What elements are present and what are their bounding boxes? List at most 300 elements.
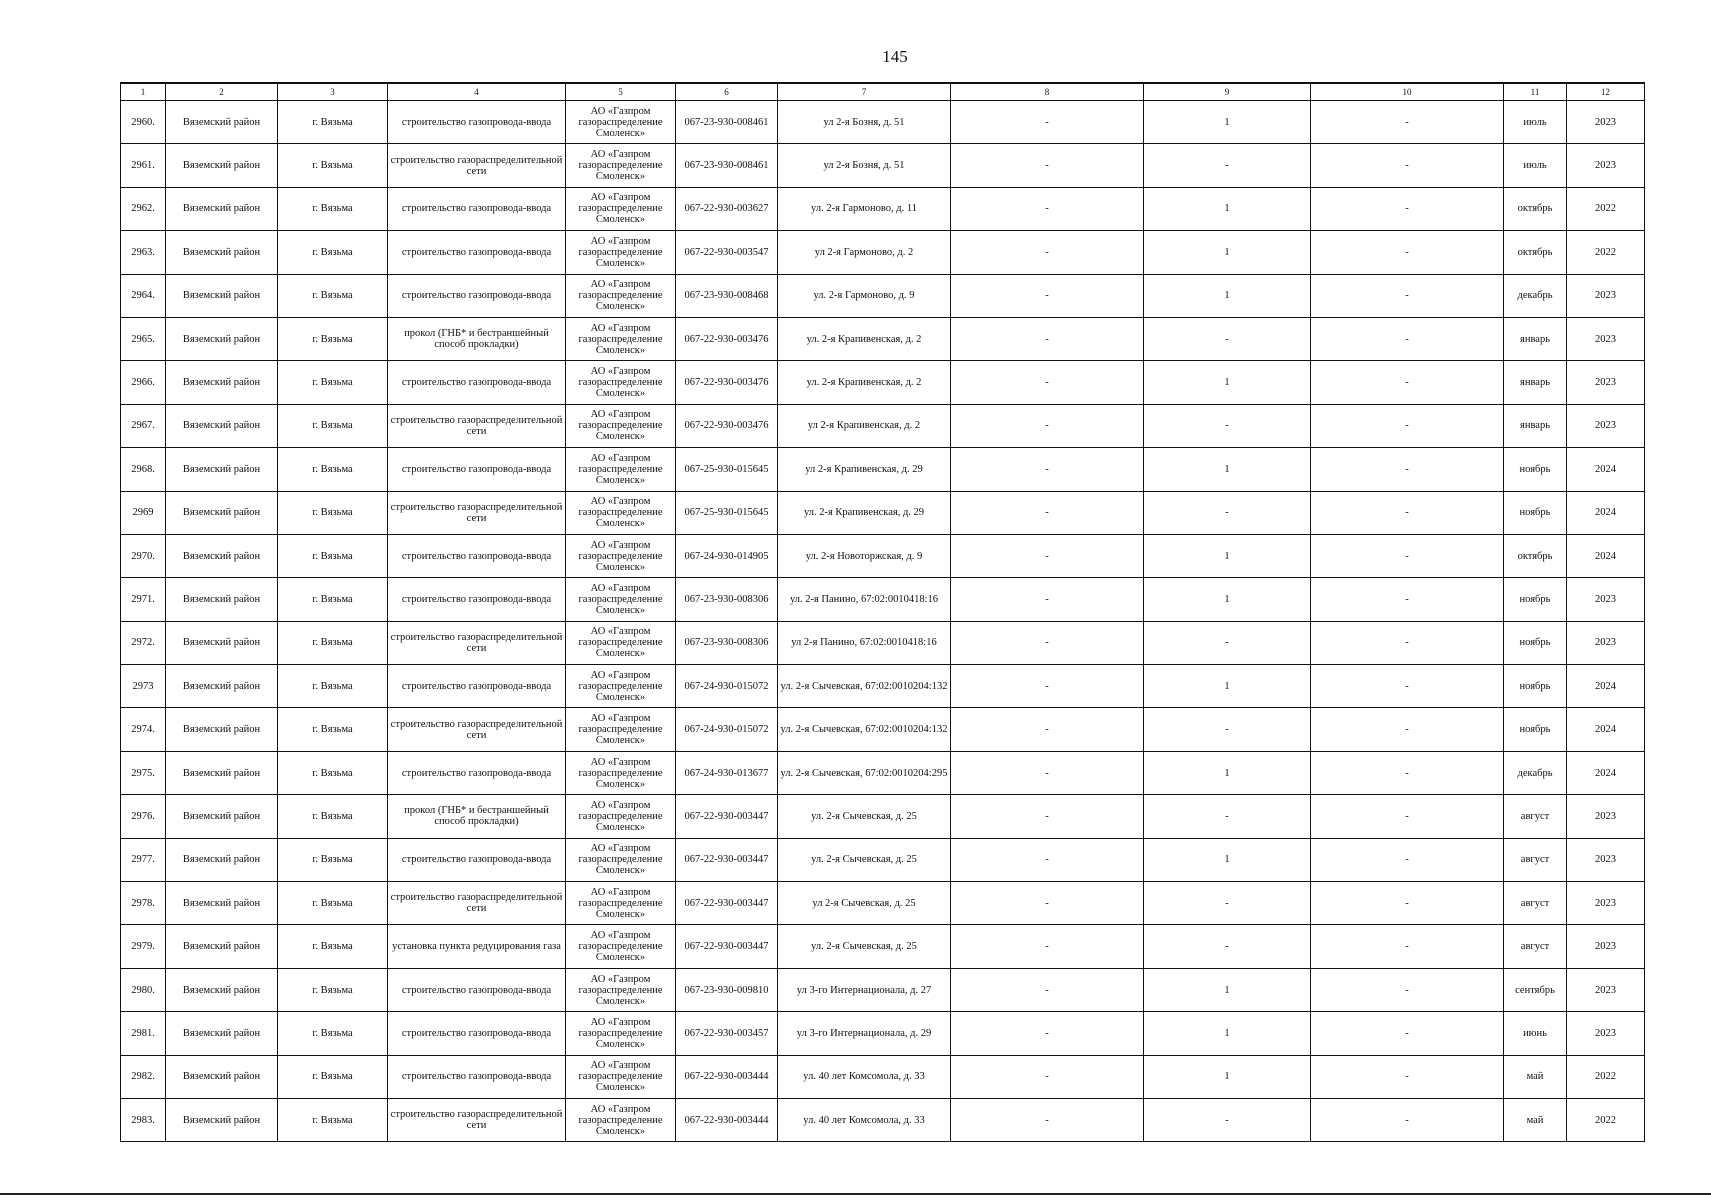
settlement-cell: г. Вязьма <box>278 317 388 360</box>
work-type-cell: строительство газопровода-ввода <box>388 968 566 1011</box>
address-cell: ул. 2-я Новоторжская, д. 9 <box>778 534 951 577</box>
organization-cell: АО «Газпром газораспределение Смоленск» <box>566 361 676 404</box>
address-cell: ул. 2-я Сычевская, 67:02:0010204:132 <box>778 665 951 708</box>
column-10-cell: - <box>1311 404 1504 447</box>
settlement-cell: г. Вязьма <box>278 621 388 664</box>
table-row <box>121 491 1645 534</box>
table-row <box>121 448 1645 491</box>
month-cell: ноябрь <box>1504 621 1567 664</box>
table-row <box>121 404 1645 447</box>
work-type-cell: строительство газораспределительной сети <box>388 491 566 534</box>
year-cell: 2023 <box>1567 925 1645 968</box>
month-cell: сентябрь <box>1504 968 1567 1011</box>
work-type-cell: строительство газопровода-ввода <box>388 1012 566 1055</box>
district-cell: Вяземский район <box>166 882 278 925</box>
column-header: 11 <box>1504 83 1567 101</box>
settlement-cell: г. Вязьма <box>278 751 388 794</box>
column-9-cell: 1 <box>1144 751 1311 794</box>
address-cell: ул 2-я Крапивенская, д. 29 <box>778 448 951 491</box>
row-number-cell: 2980. <box>121 968 166 1011</box>
table-row <box>121 968 1645 1011</box>
table-row <box>121 534 1645 577</box>
column-8-cell: - <box>951 795 1144 838</box>
address-cell: ул. 2-я Крапивенская, д. 2 <box>778 317 951 360</box>
table-row <box>121 317 1645 360</box>
work-type-cell: строительство газопровода-ввода <box>388 274 566 317</box>
year-cell: 2023 <box>1567 101 1645 144</box>
column-header: 7 <box>778 83 951 101</box>
table-row <box>121 1055 1645 1098</box>
settlement-cell: г. Вязьма <box>278 534 388 577</box>
column-number-row <box>121 83 1645 101</box>
year-cell: 2023 <box>1567 838 1645 881</box>
year-cell: 2023 <box>1567 1012 1645 1055</box>
registry-code-cell: 067-23-930-008461 <box>676 101 778 144</box>
address-cell: ул 3-го Интернационала, д. 29 <box>778 1012 951 1055</box>
row-number-cell: 2964. <box>121 274 166 317</box>
column-10-cell: - <box>1311 1098 1504 1141</box>
registry-code-cell: 067-25-930-015645 <box>676 491 778 534</box>
registry-code-cell: 067-22-930-003457 <box>676 1012 778 1055</box>
registry-code-cell: 067-24-930-013677 <box>676 751 778 794</box>
column-10-cell: - <box>1311 491 1504 534</box>
table-row <box>121 231 1645 274</box>
column-8-cell: - <box>951 968 1144 1011</box>
month-cell: январь <box>1504 361 1567 404</box>
settlement-cell: г. Вязьма <box>278 404 388 447</box>
work-type-cell: строительство газораспределительной сети <box>388 882 566 925</box>
work-type-cell: строительство газораспределительной сети <box>388 708 566 751</box>
column-8-cell: - <box>951 231 1144 274</box>
address-cell: ул. 40 лет Комсомола, д. 33 <box>778 1098 951 1141</box>
column-9-cell: - <box>1144 144 1311 187</box>
column-8-cell: - <box>951 838 1144 881</box>
table-row <box>121 1012 1645 1055</box>
column-8-cell: - <box>951 534 1144 577</box>
district-cell: Вяземский район <box>166 621 278 664</box>
organization-cell: АО «Газпром газораспределение Смоленск» <box>566 404 676 447</box>
organization-cell: АО «Газпром газораспределение Смоленск» <box>566 708 676 751</box>
column-8-cell: - <box>951 448 1144 491</box>
registry-code-cell: 067-22-930-003547 <box>676 231 778 274</box>
month-cell: август <box>1504 882 1567 925</box>
organization-cell: АО «Газпром газораспределение Смоленск» <box>566 665 676 708</box>
district-cell: Вяземский район <box>166 1055 278 1098</box>
registry-code-cell: 067-23-930-008306 <box>676 578 778 621</box>
month-cell: ноябрь <box>1504 491 1567 534</box>
organization-cell: АО «Газпром газораспределение Смоленск» <box>566 534 676 577</box>
column-9-cell: 1 <box>1144 578 1311 621</box>
work-type-cell: строительство газопровода-ввода <box>388 665 566 708</box>
organization-cell: АО «Газпром газораспределение Смоленск» <box>566 231 676 274</box>
work-type-cell: строительство газопровода-ввода <box>388 534 566 577</box>
organization-cell: АО «Газпром газораспределение Смоленск» <box>566 317 676 360</box>
column-9-cell: 1 <box>1144 231 1311 274</box>
settlement-cell: г. Вязьма <box>278 491 388 534</box>
settlement-cell: г. Вязьма <box>278 1055 388 1098</box>
column-header: 12 <box>1567 83 1645 101</box>
month-cell: октябрь <box>1504 534 1567 577</box>
column-10-cell: - <box>1311 795 1504 838</box>
registry-code-cell: 067-25-930-015645 <box>676 448 778 491</box>
year-cell: 2023 <box>1567 882 1645 925</box>
column-header: 9 <box>1144 83 1311 101</box>
registry-code-cell: 067-23-930-008306 <box>676 621 778 664</box>
column-header: 3 <box>278 83 388 101</box>
row-number-cell: 2966. <box>121 361 166 404</box>
district-cell: Вяземский район <box>166 578 278 621</box>
table-row <box>121 621 1645 664</box>
month-cell: октябрь <box>1504 187 1567 230</box>
organization-cell: АО «Газпром газораспределение Смоленск» <box>566 838 676 881</box>
settlement-cell: г. Вязьма <box>278 882 388 925</box>
column-9-cell: - <box>1144 491 1311 534</box>
settlement-cell: г. Вязьма <box>278 968 388 1011</box>
district-cell: Вяземский район <box>166 491 278 534</box>
column-8-cell: - <box>951 751 1144 794</box>
column-10-cell: - <box>1311 925 1504 968</box>
registry-code-cell: 067-22-930-003447 <box>676 795 778 838</box>
district-cell: Вяземский район <box>166 317 278 360</box>
registry-code-cell: 067-22-930-003447 <box>676 925 778 968</box>
row-number-cell: 2973 <box>121 665 166 708</box>
organization-cell: АО «Газпром газораспределение Смоленск» <box>566 144 676 187</box>
column-8-cell: - <box>951 361 1144 404</box>
district-cell: Вяземский район <box>166 534 278 577</box>
organization-cell: АО «Газпром газораспределение Смоленск» <box>566 1012 676 1055</box>
organization-cell: АО «Газпром газораспределение Смоленск» <box>566 1055 676 1098</box>
row-number-cell: 2975. <box>121 751 166 794</box>
work-type-cell: прокол (ГНБ* и бестраншейный способ прокладки) <box>388 317 566 360</box>
column-8-cell: - <box>951 1012 1144 1055</box>
address-cell: ул 2-я Бозня, д. 51 <box>778 144 951 187</box>
row-number-cell: 2960. <box>121 101 166 144</box>
row-number-cell: 2977. <box>121 838 166 881</box>
registry-code-cell: 067-22-930-003476 <box>676 404 778 447</box>
settlement-cell: г. Вязьма <box>278 1098 388 1141</box>
gas-works-registry-table <box>120 82 1645 1142</box>
month-cell: май <box>1504 1098 1567 1141</box>
table-row <box>121 1098 1645 1141</box>
column-header: 6 <box>676 83 778 101</box>
table-row <box>121 795 1645 838</box>
address-cell: ул 2-я Панино, 67:02:0010418:16 <box>778 621 951 664</box>
work-type-cell: строительство газопровода-ввода <box>388 1055 566 1098</box>
year-cell: 2023 <box>1567 795 1645 838</box>
registry-code-cell: 067-22-930-003476 <box>676 317 778 360</box>
organization-cell: АО «Газпром газораспределение Смоленск» <box>566 274 676 317</box>
work-type-cell: строительство газопровода-ввода <box>388 231 566 274</box>
column-9-cell: 1 <box>1144 968 1311 1011</box>
year-cell: 2024 <box>1567 534 1645 577</box>
column-10-cell: - <box>1311 231 1504 274</box>
column-9-cell: 1 <box>1144 1055 1311 1098</box>
table-row <box>121 882 1645 925</box>
work-type-cell: строительство газопровода-ввода <box>388 838 566 881</box>
month-cell: июль <box>1504 144 1567 187</box>
organization-cell: АО «Газпром газораспределение Смоленск» <box>566 101 676 144</box>
month-cell: ноябрь <box>1504 448 1567 491</box>
year-cell: 2024 <box>1567 491 1645 534</box>
table-body <box>121 101 1645 1142</box>
column-10-cell: - <box>1311 361 1504 404</box>
district-cell: Вяземский район <box>166 404 278 447</box>
organization-cell: АО «Газпром газораспределение Смоленск» <box>566 491 676 534</box>
column-9-cell: 1 <box>1144 1012 1311 1055</box>
column-10-cell: - <box>1311 882 1504 925</box>
address-cell: ул. 2-я Сычевская, д. 25 <box>778 838 951 881</box>
column-10-cell: - <box>1311 665 1504 708</box>
district-cell: Вяземский район <box>166 1012 278 1055</box>
district-cell: Вяземский район <box>166 665 278 708</box>
column-10-cell: - <box>1311 448 1504 491</box>
organization-cell: АО «Газпром газораспределение Смоленск» <box>566 968 676 1011</box>
column-8-cell: - <box>951 404 1144 447</box>
settlement-cell: г. Вязьма <box>278 144 388 187</box>
column-10-cell: - <box>1311 708 1504 751</box>
table-row <box>121 578 1645 621</box>
year-cell: 2023 <box>1567 317 1645 360</box>
settlement-cell: г. Вязьма <box>278 578 388 621</box>
column-header: 5 <box>566 83 676 101</box>
district-cell: Вяземский район <box>166 751 278 794</box>
address-cell: ул. 2-я Сычевская, 67:02:0010204:295 <box>778 751 951 794</box>
table-row <box>121 665 1645 708</box>
column-9-cell: - <box>1144 925 1311 968</box>
column-9-cell: - <box>1144 621 1311 664</box>
column-10-cell: - <box>1311 968 1504 1011</box>
organization-cell: АО «Газпром газораспределение Смоленск» <box>566 1098 676 1141</box>
row-number-cell: 2970. <box>121 534 166 577</box>
address-cell: ул. 2-я Крапивенская, д. 29 <box>778 491 951 534</box>
column-8-cell: - <box>951 1055 1144 1098</box>
address-cell: ул. 2-я Гармоново, д. 9 <box>778 274 951 317</box>
settlement-cell: г. Вязьма <box>278 231 388 274</box>
page-bottom-rule <box>0 1193 1711 1195</box>
column-9-cell: 1 <box>1144 101 1311 144</box>
column-header: 8 <box>951 83 1144 101</box>
column-8-cell: - <box>951 491 1144 534</box>
row-number-cell: 2963. <box>121 231 166 274</box>
district-cell: Вяземский район <box>166 448 278 491</box>
year-cell: 2024 <box>1567 448 1645 491</box>
district-cell: Вяземский район <box>166 795 278 838</box>
settlement-cell: г. Вязьма <box>278 665 388 708</box>
settlement-cell: г. Вязьма <box>278 795 388 838</box>
settlement-cell: г. Вязьма <box>278 274 388 317</box>
address-cell: ул 2-я Бозня, д. 51 <box>778 101 951 144</box>
address-cell: ул. 2-я Сычевская, д. 25 <box>778 925 951 968</box>
organization-cell: АО «Газпром газораспределение Смоленск» <box>566 795 676 838</box>
month-cell: декабрь <box>1504 274 1567 317</box>
organization-cell: АО «Газпром газораспределение Смоленск» <box>566 187 676 230</box>
column-10-cell: - <box>1311 751 1504 794</box>
registry-code-cell: 067-22-930-003447 <box>676 882 778 925</box>
month-cell: август <box>1504 925 1567 968</box>
column-header: 10 <box>1311 83 1504 101</box>
column-9-cell: - <box>1144 882 1311 925</box>
row-number-cell: 2981. <box>121 1012 166 1055</box>
table-row <box>121 187 1645 230</box>
month-cell: август <box>1504 795 1567 838</box>
district-cell: Вяземский район <box>166 968 278 1011</box>
year-cell: 2023 <box>1567 404 1645 447</box>
column-9-cell: 1 <box>1144 534 1311 577</box>
year-cell: 2024 <box>1567 665 1645 708</box>
organization-cell: АО «Газпром газораспределение Смоленск» <box>566 578 676 621</box>
settlement-cell: г. Вязьма <box>278 187 388 230</box>
row-number-cell: 2971. <box>121 578 166 621</box>
column-9-cell: - <box>1144 1098 1311 1141</box>
work-type-cell: строительство газопровода-ввода <box>388 187 566 230</box>
column-9-cell: 1 <box>1144 274 1311 317</box>
month-cell: май <box>1504 1055 1567 1098</box>
column-9-cell: - <box>1144 708 1311 751</box>
column-9-cell: 1 <box>1144 665 1311 708</box>
registry-code-cell: 067-22-930-003444 <box>676 1098 778 1141</box>
row-number-cell: 2979. <box>121 925 166 968</box>
column-10-cell: - <box>1311 838 1504 881</box>
column-9-cell: - <box>1144 795 1311 838</box>
registry-code-cell: 067-22-930-003447 <box>676 838 778 881</box>
address-cell: ул 2-я Крапивенская, д. 2 <box>778 404 951 447</box>
address-cell: ул. 2-я Крапивенская, д. 2 <box>778 361 951 404</box>
district-cell: Вяземский район <box>166 144 278 187</box>
row-number-cell: 2968. <box>121 448 166 491</box>
row-number-cell: 2969 <box>121 491 166 534</box>
month-cell: ноябрь <box>1504 665 1567 708</box>
year-cell: 2022 <box>1567 1055 1645 1098</box>
month-cell: январь <box>1504 317 1567 360</box>
organization-cell: АО «Газпром газораспределение Смоленск» <box>566 448 676 491</box>
column-10-cell: - <box>1311 274 1504 317</box>
column-8-cell: - <box>951 187 1144 230</box>
district-cell: Вяземский район <box>166 1098 278 1141</box>
page-number: 145 <box>882 47 908 66</box>
column-header: 2 <box>166 83 278 101</box>
year-cell: 2024 <box>1567 751 1645 794</box>
month-cell: август <box>1504 838 1567 881</box>
month-cell: январь <box>1504 404 1567 447</box>
settlement-cell: г. Вязьма <box>278 925 388 968</box>
table-row <box>121 144 1645 187</box>
work-type-cell: строительство газопровода-ввода <box>388 578 566 621</box>
row-number-cell: 2961. <box>121 144 166 187</box>
row-number-cell: 2983. <box>121 1098 166 1141</box>
year-cell: 2023 <box>1567 144 1645 187</box>
month-cell: июнь <box>1504 1012 1567 1055</box>
district-cell: Вяземский район <box>166 187 278 230</box>
registry-code-cell: 067-23-930-008468 <box>676 274 778 317</box>
year-cell: 2023 <box>1567 274 1645 317</box>
column-10-cell: - <box>1311 1055 1504 1098</box>
work-type-cell: строительство газораспределительной сети <box>388 1098 566 1141</box>
address-cell: ул 2-я Сычевская, д. 25 <box>778 882 951 925</box>
district-cell: Вяземский район <box>166 838 278 881</box>
year-cell: 2023 <box>1567 621 1645 664</box>
column-10-cell: - <box>1311 1012 1504 1055</box>
settlement-cell: г. Вязьма <box>278 448 388 491</box>
column-8-cell: - <box>951 882 1144 925</box>
work-type-cell: строительство газораспределительной сети <box>388 404 566 447</box>
address-cell: ул. 2-я Сычевская, 67:02:0010204:132 <box>778 708 951 751</box>
settlement-cell: г. Вязьма <box>278 101 388 144</box>
registry-code-cell: 067-24-930-015072 <box>676 665 778 708</box>
column-10-cell: - <box>1311 187 1504 230</box>
table-row <box>121 274 1645 317</box>
table-row <box>121 361 1645 404</box>
column-8-cell: - <box>951 144 1144 187</box>
row-number-cell: 2972. <box>121 621 166 664</box>
column-8-cell: - <box>951 1098 1144 1141</box>
district-cell: Вяземский район <box>166 101 278 144</box>
work-type-cell: строительство газопровода-ввода <box>388 361 566 404</box>
row-number-cell: 2965. <box>121 317 166 360</box>
column-9-cell: 1 <box>1144 838 1311 881</box>
year-cell: 2023 <box>1567 968 1645 1011</box>
column-10-cell: - <box>1311 144 1504 187</box>
month-cell: декабрь <box>1504 751 1567 794</box>
row-number-cell: 2976. <box>121 795 166 838</box>
column-8-cell: - <box>951 621 1144 664</box>
district-cell: Вяземский район <box>166 925 278 968</box>
column-10-cell: - <box>1311 317 1504 360</box>
row-number-cell: 2978. <box>121 882 166 925</box>
column-8-cell: - <box>951 317 1144 360</box>
table-row <box>121 101 1645 144</box>
work-type-cell: строительство газораспределительной сети <box>388 144 566 187</box>
work-type-cell: строительство газопровода-ввода <box>388 448 566 491</box>
column-8-cell: - <box>951 708 1144 751</box>
address-cell: ул 2-я Гармоново, д. 2 <box>778 231 951 274</box>
column-9-cell: - <box>1144 404 1311 447</box>
organization-cell: АО «Газпром газораспределение Смоленск» <box>566 621 676 664</box>
year-cell: 2022 <box>1567 231 1645 274</box>
column-9-cell: 1 <box>1144 361 1311 404</box>
column-10-cell: - <box>1311 621 1504 664</box>
row-number-cell: 2962. <box>121 187 166 230</box>
settlement-cell: г. Вязьма <box>278 708 388 751</box>
table-row <box>121 925 1645 968</box>
address-cell: ул. 2-я Гармоново, д. 11 <box>778 187 951 230</box>
column-10-cell: - <box>1311 534 1504 577</box>
address-cell: ул. 2-я Панино, 67:02:0010418:16 <box>778 578 951 621</box>
address-cell: ул. 40 лет Комсомола, д. 33 <box>778 1055 951 1098</box>
month-cell: ноябрь <box>1504 708 1567 751</box>
registry-code-cell: 067-22-930-003476 <box>676 361 778 404</box>
column-10-cell: - <box>1311 101 1504 144</box>
year-cell: 2022 <box>1567 1098 1645 1141</box>
year-cell: 2023 <box>1567 361 1645 404</box>
registry-code-cell: 067-22-930-003627 <box>676 187 778 230</box>
organization-cell: АО «Газпром газораспределение Смоленск» <box>566 882 676 925</box>
district-cell: Вяземский район <box>166 231 278 274</box>
organization-cell: АО «Газпром газораспределение Смоленск» <box>566 925 676 968</box>
address-cell: ул 3-го Интернационала, д. 27 <box>778 968 951 1011</box>
year-cell: 2024 <box>1567 708 1645 751</box>
month-cell: ноябрь <box>1504 578 1567 621</box>
month-cell: октябрь <box>1504 231 1567 274</box>
column-8-cell: - <box>951 274 1144 317</box>
column-8-cell: - <box>951 665 1144 708</box>
registry-code-cell: 067-23-930-009810 <box>676 968 778 1011</box>
registry-code-cell: 067-24-930-014905 <box>676 534 778 577</box>
address-cell: ул. 2-я Сычевская, д. 25 <box>778 795 951 838</box>
registry-code-cell: 067-24-930-015072 <box>676 708 778 751</box>
table-row <box>121 838 1645 881</box>
work-type-cell: установка пункта редуцирования газа <box>388 925 566 968</box>
column-9-cell: 1 <box>1144 187 1311 230</box>
